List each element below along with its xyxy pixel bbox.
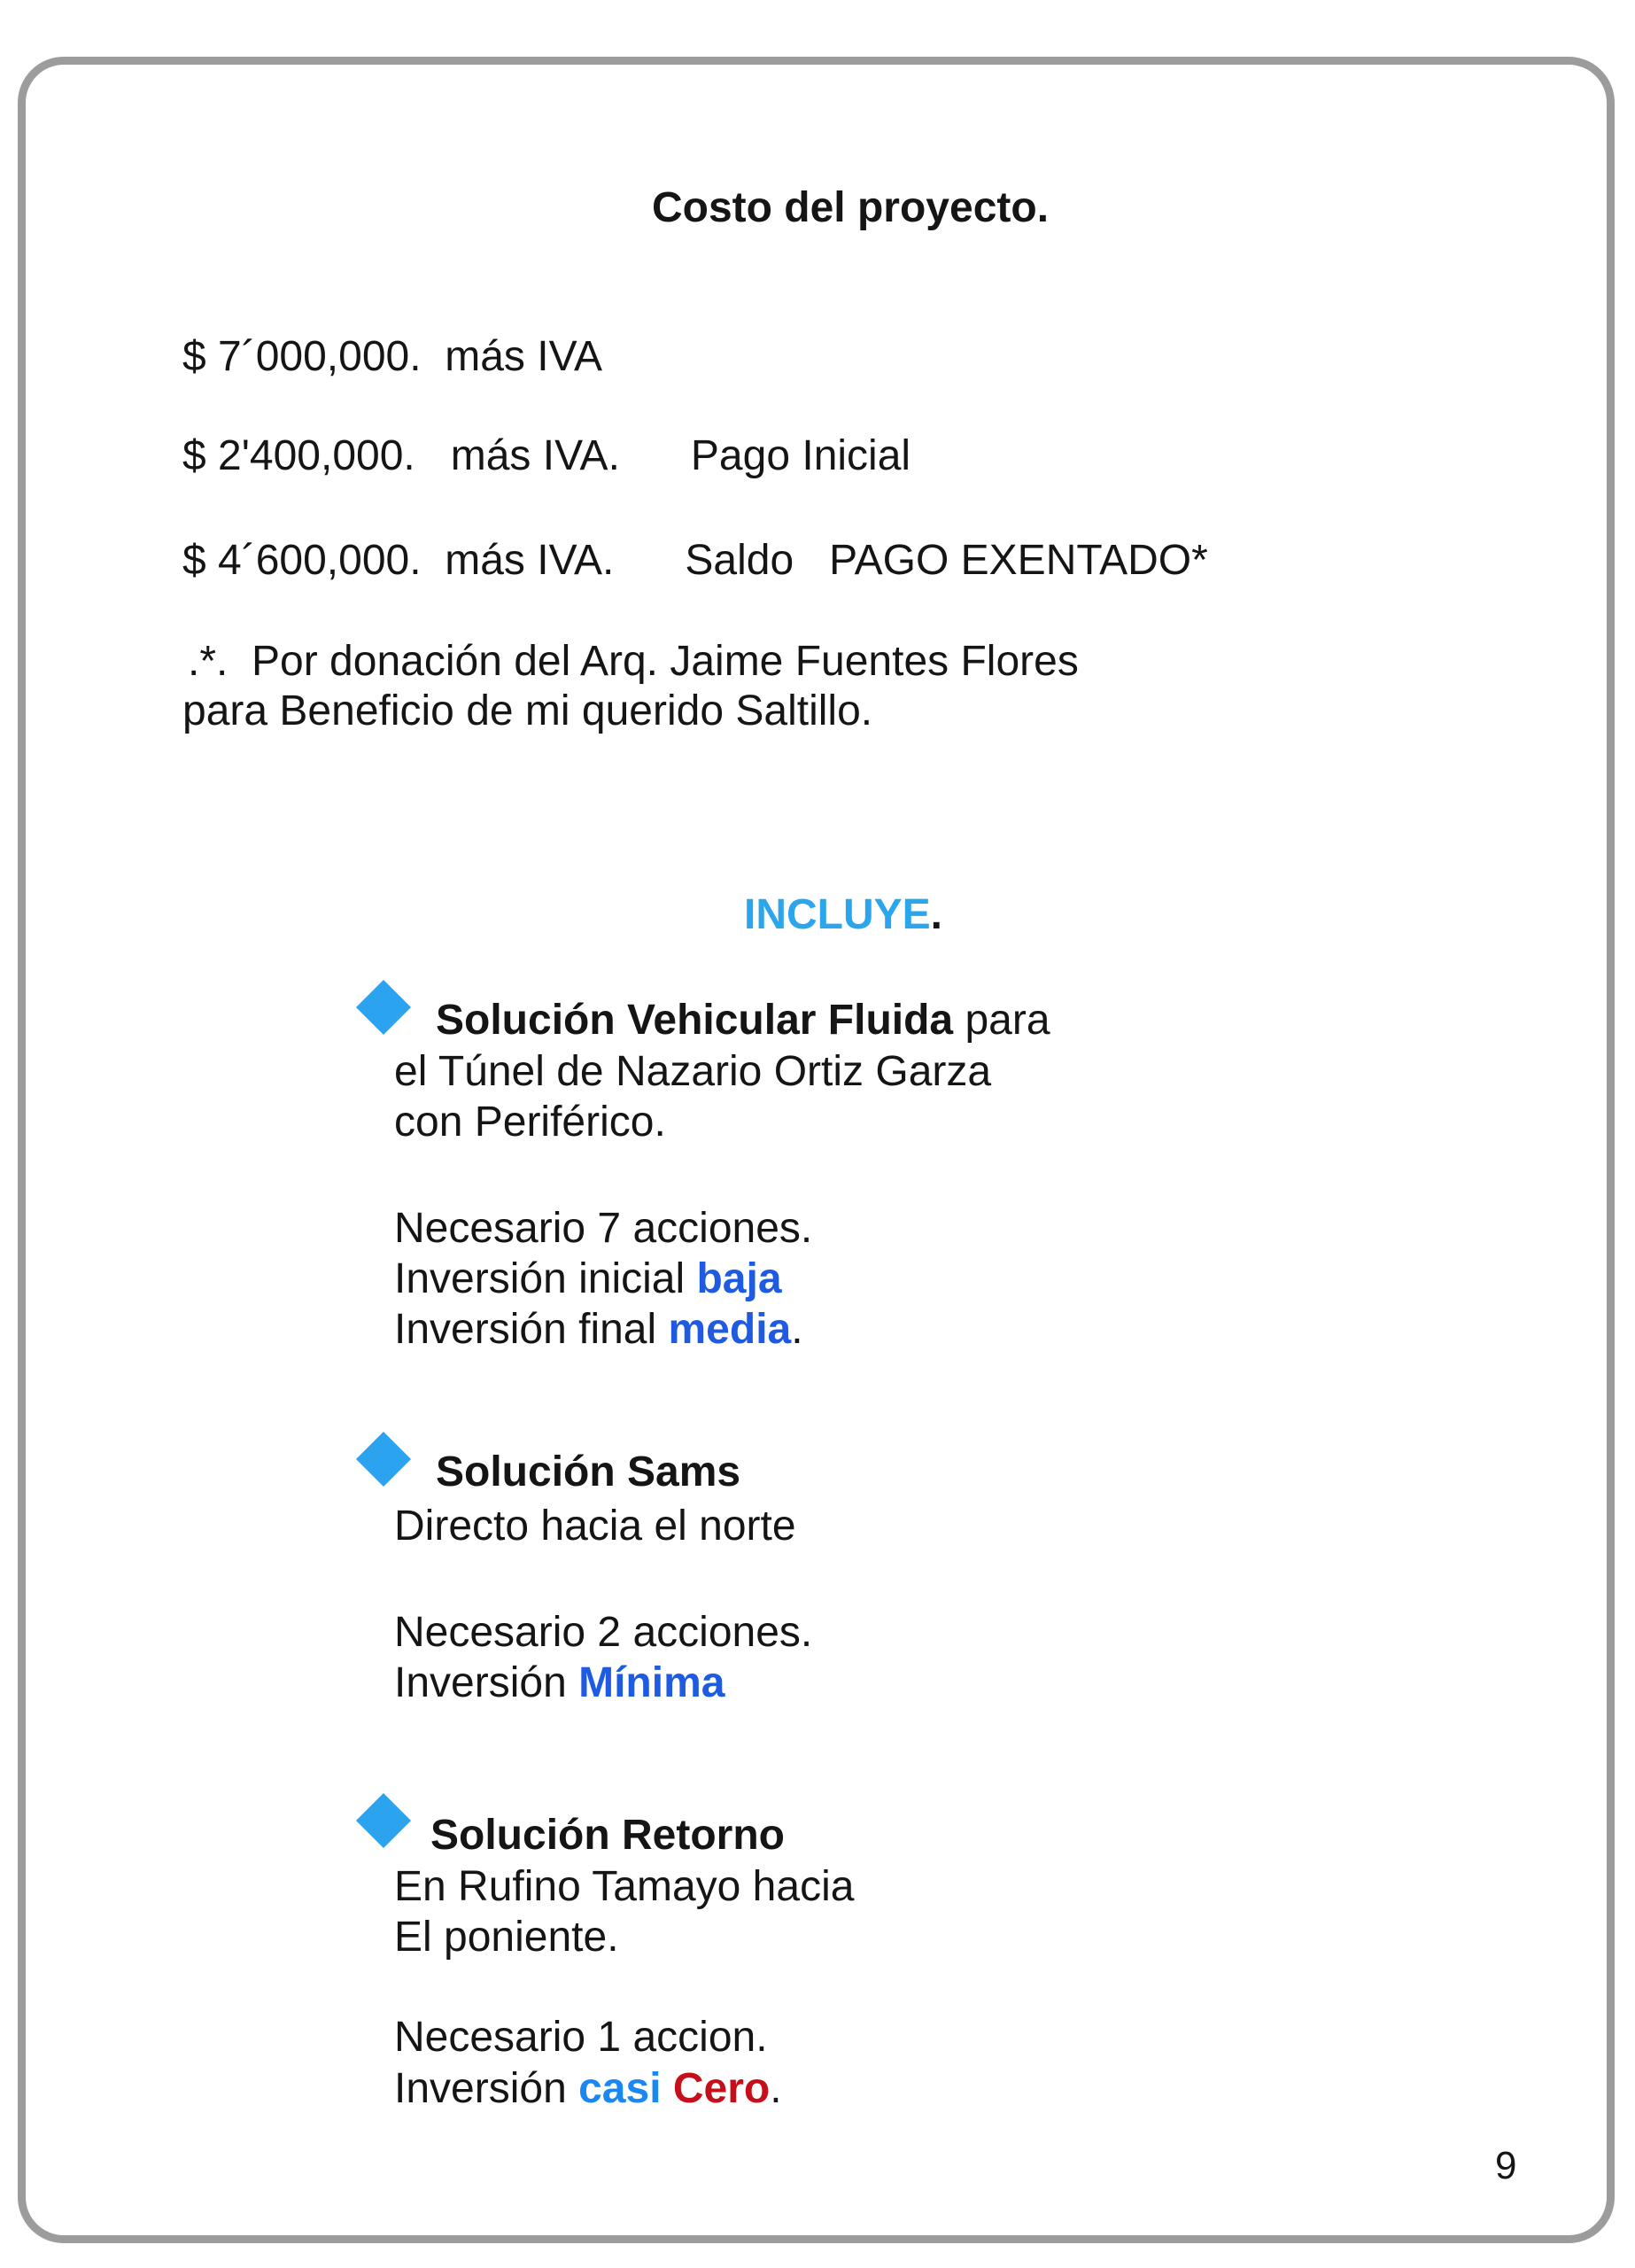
solution-3-title	[430, 1810, 785, 1861]
solution-1-desc-1: el Túnel de Nazario Ortiz Garza	[394, 1048, 992, 1095]
solution-1-stat-1: Necesario 7 acciones.	[394, 1205, 813, 1252]
solution-3-desc-1: En Rufino Tamayo hacia	[394, 1863, 855, 1910]
solution-2-stat-1: Necesario 2 acciones.	[394, 1609, 813, 1656]
includes-heading-text: INCLUYE	[743, 891, 931, 938]
solution-2-stat-2-plain: Inversión	[394, 1659, 579, 1706]
note-line-1: .*. Por donación del Arq. Jaime Fuentes Flores	[188, 638, 1079, 685]
solution-1-title-bold: Solución Vehicular Fluida	[436, 997, 954, 1044]
solution-3-stat-2	[394, 2063, 782, 2115]
solution-2-title	[436, 1447, 740, 1498]
solution-3-stat-2-period: .	[770, 2065, 782, 2112]
cost-line-1: $ 7´000,000. más IVA	[182, 333, 603, 380]
cost-line-3: $ 4´600,000. más IVA. Saldo PAGO EXENTADO*	[182, 537, 1208, 584]
note-line-2: para Beneficio de mi querido Saltillo.	[182, 687, 873, 734]
solution-2-title-bold: Solución Sams	[436, 1449, 741, 1495]
includes-heading-period: .	[930, 891, 943, 938]
page-number: 9	[1495, 2144, 1517, 2187]
solution-3-stat-2-plain: Inversión	[394, 2065, 579, 2112]
solution-3-title-bold: Solución Retorno	[430, 1812, 785, 1859]
solution-3-desc-2: El poniente.	[394, 1914, 619, 1961]
solution-1-stat-2-plain: Inversión inicial	[394, 1255, 697, 1302]
solution-1-stat-3	[394, 1304, 803, 1355]
page-title	[66, 183, 1635, 234]
solution-3-stat-2-accent-cero: Cero	[661, 2065, 771, 2112]
solution-1-stat-3-plain: Inversión final	[394, 1306, 669, 1353]
page-title-text: Costo del proyecto.	[651, 184, 1050, 231]
solution-3-stat-1: Necesario 1 accion.	[394, 2014, 768, 2061]
cost-line-2: $ 2'400,000. más IVA. Pago Inicial	[182, 432, 911, 479]
solution-1-stat-2	[394, 1254, 782, 1305]
page-border-frame	[18, 57, 1615, 2243]
solution-1-desc-2: con Periférico.	[394, 1099, 666, 1146]
diamond-bullet-icon	[356, 980, 411, 1035]
solution-1-title	[436, 995, 1050, 1046]
solution-2-stat-2	[394, 1658, 725, 1709]
includes-heading	[51, 889, 1635, 941]
solution-3-stat-2-accent-casi: casi	[578, 2065, 662, 2112]
diamond-bullet-icon	[356, 1793, 411, 1848]
solution-1-stat-3-period: .	[791, 1306, 803, 1353]
solution-1-title-tail: para	[953, 997, 1050, 1044]
diamond-bullet-icon	[356, 1432, 411, 1487]
solution-2-stat-2-accent: Mínima	[578, 1659, 725, 1706]
solution-1-stat-2-accent: baja	[696, 1255, 782, 1302]
solution-2-desc-1: Directo hacia el norte	[394, 1503, 796, 1550]
solution-1-stat-3-accent: media	[668, 1306, 792, 1353]
